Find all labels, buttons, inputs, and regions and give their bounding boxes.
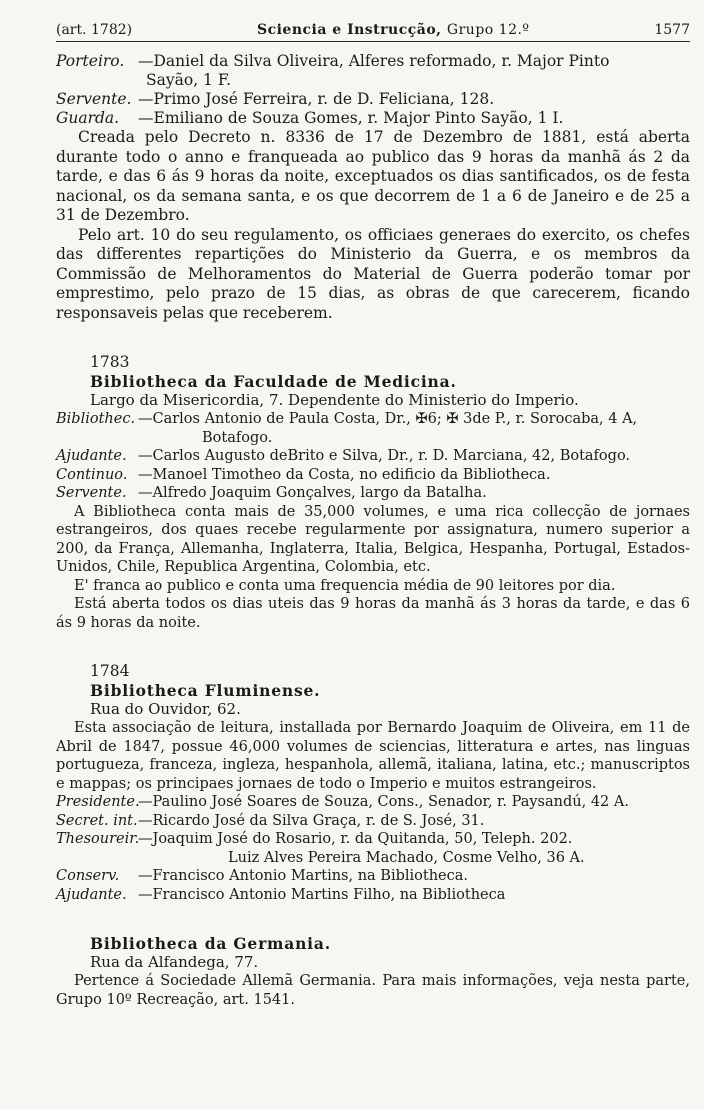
article-address: Largo da Misericordia, 7. Dependente do Ministerio do Imperio. (90, 391, 579, 409)
staff-text: —Francisco Antonio Martins, na Bibliotheca. (138, 868, 468, 884)
paragraph-germania: Pertence á Sociedade Allemã Germania. Para mais informações, veja nesta parte, Grupo 10º Recreação, art. 1541. (56, 973, 690, 1008)
staff-continuation: Botafogo. (202, 429, 273, 446)
staff-role: Ajudante. (56, 448, 127, 464)
staff-entry (56, 812, 690, 831)
paragraph-opening-hours: Creada pelo Decreto n. 8336 de 17 de Dezembro de 1881, está aberta durante todo o anno e franqueada ao publico das 9 horas da manhã ás 2 da tarde, e das 6 ás 9 horas da noite, exceptuados os dias santificados, os de festa nacional, os da semana santa, e os que decorrem de 1 a 6 de Janeiro e de 25 a 31 de Dezembro. (56, 128, 690, 224)
article-title: Bibliotheca da Faculdade de Medicina. (90, 372, 457, 391)
staff-text: —Carlos Augusto deBrito e Silva, Dr., r. D. Marciana, 42, Botafogo. (138, 448, 631, 464)
section-1783 (56, 353, 690, 632)
paragraph-collection: A Bibliotheca conta mais de 35,000 volumes, e uma rica collecção de jornaes estrangeiros, dos quaes recebe regularmente por assignatura, numero superior a 200, da França, Allemanha, Inglaterra, Italia, Belgica, Hespanha, Portugal, Estados-Unidos, Chile, Republica Argentina, Colombia, etc. (56, 503, 690, 575)
staff-text: —Emiliano de Souza Gomes, r. Major Pinto Sayão, 1 I. (138, 109, 564, 127)
staff-text: —Alfredo Joaquim Gonçalves, largo da Batalha. (138, 485, 487, 501)
staff-entry (56, 410, 690, 429)
staff-role: Secret. int. (56, 812, 138, 829)
section-title: Sciencia e Instrucção, Grupo 12.º (256, 22, 530, 38)
staff-role: Continuo. (56, 466, 128, 483)
staff-role: Servente. (56, 90, 132, 108)
article-title: Bibliotheca Fluminense. (90, 681, 321, 700)
staff-role: Bibliothec. (56, 411, 136, 427)
staff-entry (56, 830, 690, 849)
article-range: (art. 1782) (56, 22, 133, 38)
staff-role: Presidente. (56, 794, 140, 810)
top-staff-list (56, 52, 690, 128)
staff-continuation: Luiz Alves Pereira Machado, Cosme Velho, 36 A. (228, 849, 585, 866)
staff-continuation: Sayão, 1 F. (146, 71, 232, 89)
staff-entry (56, 447, 690, 466)
staff-text: —Manoel Timotheo da Costa, no edificio da Bibliotheca. (138, 466, 551, 483)
staff-role: Porteiro. (56, 52, 125, 70)
staff-role: Guarda. (56, 109, 120, 127)
staff-role: Servente. (56, 485, 127, 501)
staff-entry (56, 886, 690, 905)
staff-text: —Carlos Antonio de Paula Costa, Dr., ✠6; ✠ 3de P., r. Sorocaba, 4 A, (138, 411, 638, 427)
group-label: Grupo 12.º (446, 22, 530, 38)
staff-text: —Daniel da Silva Oliveira, Alferes reformado, r. Major Pinto (138, 52, 610, 70)
article-number: 1783 (90, 353, 130, 371)
staff-entry (56, 484, 690, 503)
paragraph-attendance: E' franca ao publico e conta uma frequencia média de 90 leitores por dia. (74, 577, 616, 594)
staff-entry (56, 867, 690, 886)
paragraph-association: Esta associação de leitura, installada por Bernardo Joaquim de Oliveira, em 11 de Abril de 1847, possue 46,000 volumes de sciencias, litteratura e artes, nas linguas portugueza, franceza, ingleza, hespanhola, allemã, italiana, latina, etc.; manuscriptos e mappas; os principaes jornaes de todo o Imperio e muitos estrangeiros. (56, 720, 690, 792)
staff-text: —Ricardo José da Silva Graça, r. de S. José, 31. (138, 812, 485, 829)
page-header (56, 22, 690, 42)
document-page (56, 22, 690, 1009)
article-address: Rua do Ouvidor, 62. (90, 700, 241, 718)
staff-entry (56, 52, 690, 71)
article-address: Rua da Alfandega, 77. (90, 953, 259, 971)
staff-text: —Francisco Antonio Martins Filho, na Bibliotheca (138, 886, 506, 903)
staff-role: Conserv. (56, 868, 120, 884)
article-number: 1784 (90, 662, 130, 680)
staff-entry (56, 109, 690, 128)
staff-role: Thesoureir. (56, 831, 140, 847)
staff-text: —Primo José Ferreira, r. de D. Feliciana, 128. (138, 90, 495, 108)
paragraph-hours: Está aberta todos os dias uteis das 9 horas da manhã ás 3 horas da tarde, e das 6 ás 9 horas da noite. (56, 596, 690, 631)
staff-text: —Paulino José Soares de Souza, Cons., Senador, r. Paysandú, 42 A. (138, 794, 629, 810)
section-germania (56, 934, 690, 1009)
staff-entry (56, 90, 690, 109)
staff-entry (56, 466, 690, 485)
staff-text: —Joaquim José do Rosario, r. da Quitanda, 50, Teleph. 202. (138, 831, 573, 847)
section-1784 (56, 662, 690, 904)
page-number: 1577 (654, 22, 690, 38)
staff-entry (56, 793, 690, 812)
staff-role: Ajudante. (56, 886, 127, 903)
paragraph-loan-rules: Pelo art. 10 do seu regulamento, os officiaes generaes do exercito, os chefes das differentes repartições do Ministerio da Guerra, e os membros da Commissão de Melhoramentos do Material de Guerra poderão tomar por emprestimo, pelo prazo de 15 dias, as obras de que carecerem, ficando responsaveis pelas que receberem. (56, 225, 690, 322)
article-title: Bibliotheca da Germania. (90, 934, 331, 953)
